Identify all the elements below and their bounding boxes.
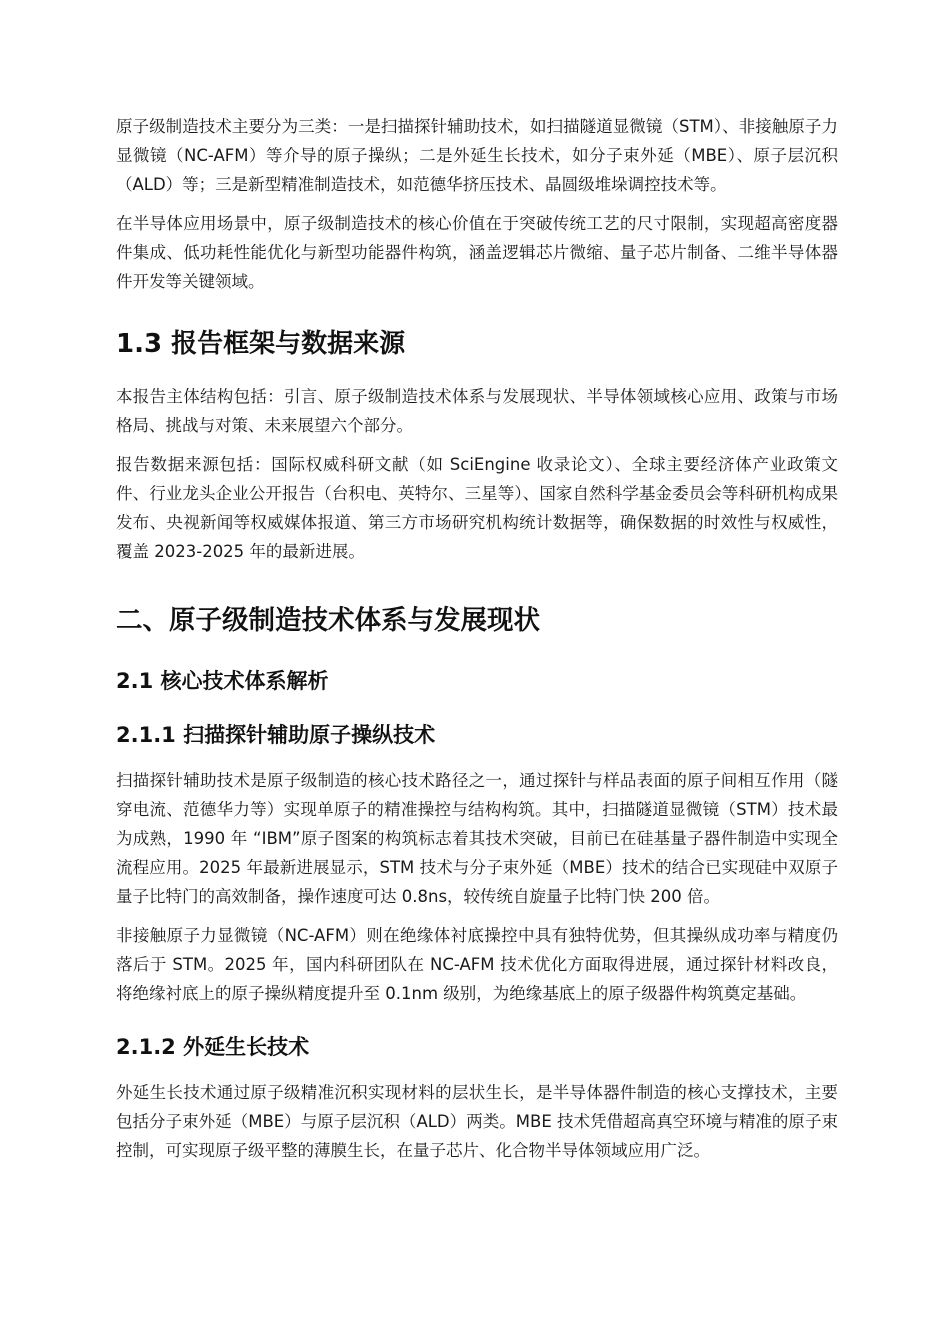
- section-1-3-paragraph-1: 本报告主体结构包括：引言、原子级制造技术体系与发展现状、半导体领域核心应用、政策与市场格局、挑战与对策、未来展望六个部分。: [116, 387, 838, 435]
- intro-paragraph-1: 原子级制造技术主要分为三类：一是扫描探针辅助技术，如扫描隧道显微镜（STM）、非接触原子力显微镜（NC-AFM）等介导的原子操纵；二是外延生长技术，如分子束外延（MBE）、原子层沉积（ALD）等；三是新型精准制造技术，如范德华挤压技术、晶圆级堆垛调控技术等。: [116, 117, 838, 194]
- section-heading-2-1-1: 2.1.1 扫描探针辅助原子操纵技术: [116, 723, 436, 747]
- chapter-heading-2: 二、原子级制造技术体系与发展现状: [116, 605, 540, 636]
- section-2-1-1-paragraph-1: 扫描探针辅助技术是原子级制造的核心技术路径之一，通过探针与样品表面的原子间相互作用（隧穿电流、范德华力等）实现单原子的精准操控与结构构筑。其中，扫描隧道显微镜（STM）技术最为成熟，1990 年 “IBM”原子图案的构筑标志着其技术突破，目前已在硅基量子器件制造中实现全流程应用。2025 年最新进展显示，STM 技术与分子束外延（MBE）技术的结合已实现硅中双原子量子比特门的高效制备，操作速度可达 0.8ns，较传统自旋量子比特门快 200 倍。: [116, 771, 838, 906]
- section-heading-1-3: 1.3 报告框架与数据来源: [116, 329, 406, 359]
- intro-paragraph-2: 在半导体应用场景中，原子级制造技术的核心价值在于突破传统工艺的尺寸限制，实现超高密度器件集成、低功耗性能优化与新型功能器件构筑，涵盖逻辑芯片微缩、量子芯片制备、二维半导体器件开发等关键领域。: [116, 214, 838, 291]
- document-page: [116, 112, 838, 1175]
- section-1-3-paragraph-2: 报告数据来源包括：国际权威科研文献（如 SciEngine 收录论文）、全球主要经济体产业政策文件、行业龙头企业公开报告（台积电、英特尔、三星等）、国家自然科学基金委员会等科研机构成果发布、央视新闻等权威媒体报道、第三方市场研究机构统计数据等，确保数据的时效性与权威性，覆盖 2023-2025 年的最新进展。: [116, 455, 838, 561]
- section-2-1-2-paragraph-1: 外延生长技术通过原子级精准沉积实现材料的层状生长，是半导体器件制造的核心支撑技术，主要包括分子束外延（MBE）与原子层沉积（ALD）两类。MBE 技术凭借超高真空环境与精准的原子束控制，可实现原子级平整的薄膜生长，在量子芯片、化合物半导体领域应用广泛。: [116, 1083, 838, 1160]
- section-heading-2-1-2: 2.1.2 外延生长技术: [116, 1035, 310, 1059]
- section-heading-2-1: 2.1 核心技术体系解析: [116, 669, 329, 693]
- section-2-1-1-paragraph-2: 非接触原子力显微镜（NC-AFM）则在绝缘体衬底操控中具有独特优势，但其操纵成功率与精度仍落后于 STM。2025 年，国内科研团队在 NC-AFM 技术优化方面取得进展，通过探针材料改良，将绝缘衬底上的原子操纵精度提升至 0.1nm 级别，为绝缘基底上的原子级器件构筑奠定基础。: [116, 926, 838, 1003]
